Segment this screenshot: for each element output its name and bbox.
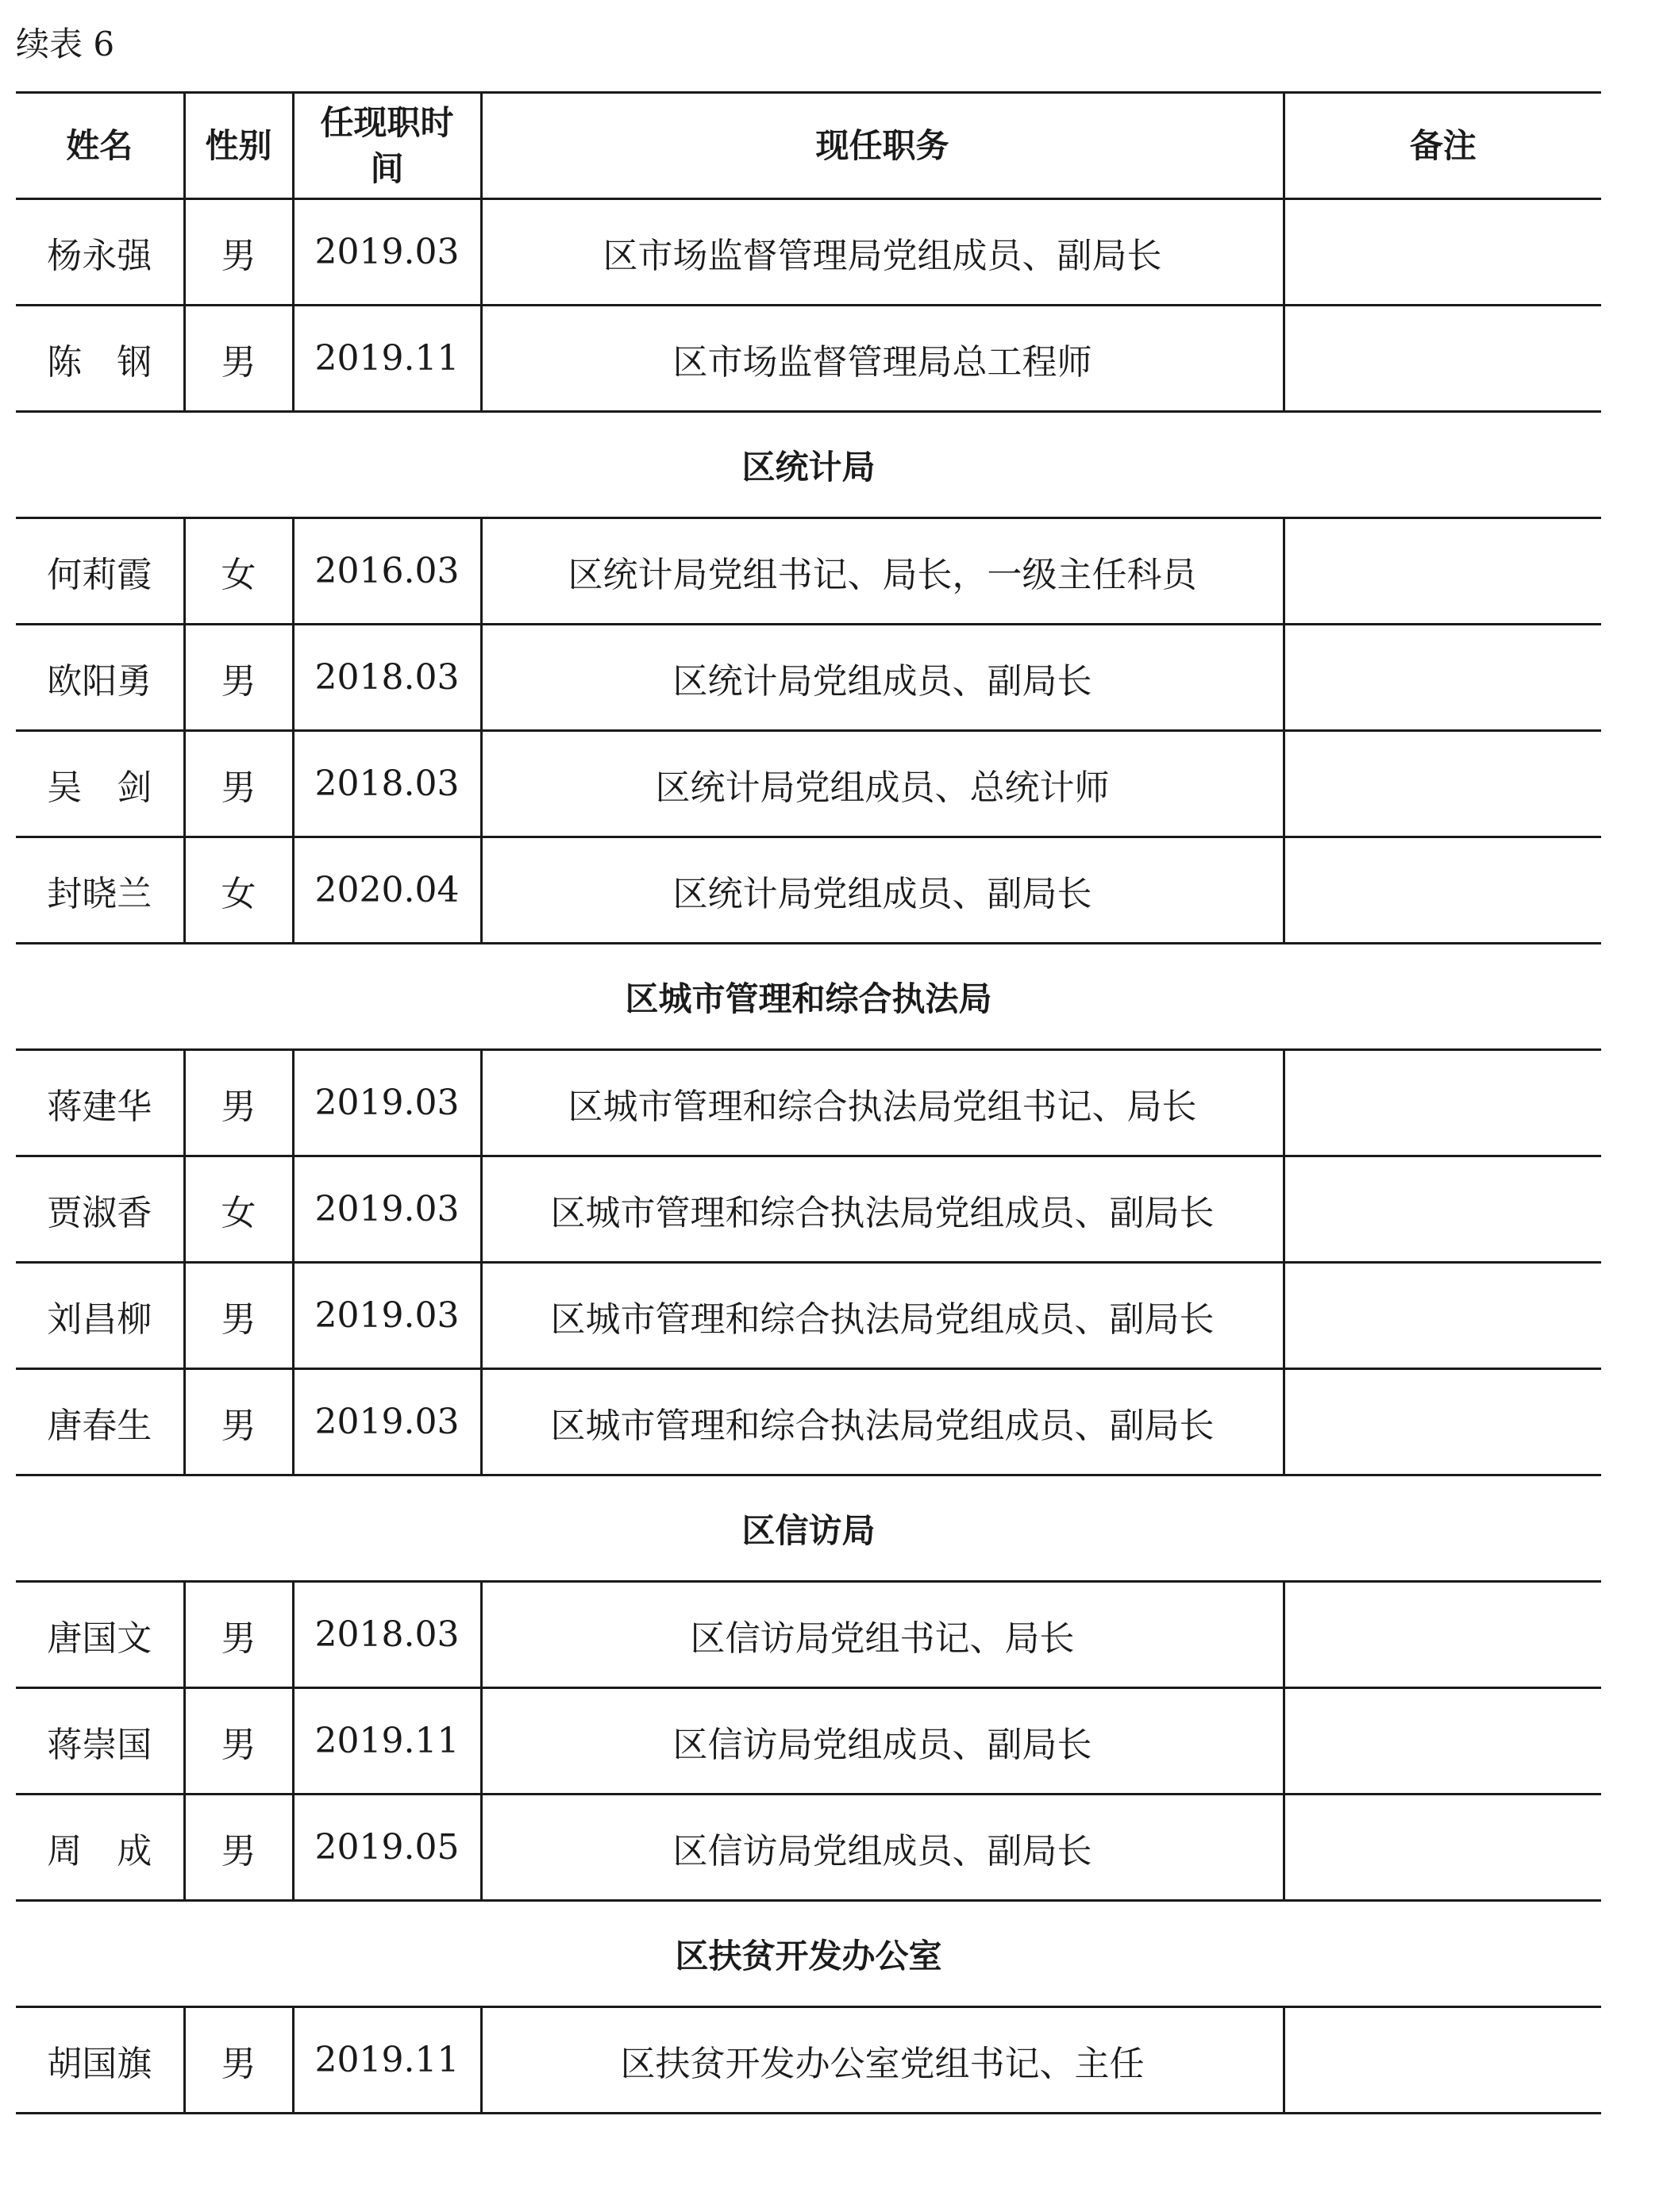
- time-cell: 2018.03: [293, 1582, 481, 1688]
- time-cell: 2018.03: [293, 731, 481, 837]
- name-cell: 周 成: [16, 1795, 184, 1901]
- duty-cell: 区信访局党组书记、局长: [481, 1582, 1284, 1688]
- header-time-label: 任现职时间: [320, 102, 454, 188]
- name-cell: 吴 剑: [16, 731, 184, 837]
- note-cell: [1284, 625, 1601, 731]
- time-cell: 2019.03: [293, 199, 481, 306]
- name-cell: 封晓兰: [16, 837, 184, 944]
- note-cell: [1284, 1795, 1601, 1901]
- name-cell: 贾淑香: [16, 1156, 184, 1263]
- gender-cell: 男: [184, 306, 293, 412]
- gender-cell: 男: [184, 625, 293, 731]
- header-duty: 现任职务: [481, 93, 1284, 199]
- table-row: [16, 1156, 1601, 1263]
- gender-cell: 男: [184, 1688, 293, 1795]
- header-time: [293, 93, 481, 199]
- gender-cell: 女: [184, 837, 293, 944]
- note-cell: [1284, 2007, 1601, 2114]
- time-cell: 2018.03: [293, 625, 481, 731]
- table-row: [16, 731, 1601, 837]
- duty-cell: 区信访局党组成员、副局长: [481, 1688, 1284, 1795]
- duty-cell: 区市场监督管理局党组成员、副局长: [481, 199, 1284, 306]
- table-row: [16, 1688, 1601, 1795]
- name-cell: 蒋建华: [16, 1050, 184, 1156]
- time-cell: 2019.03: [293, 1369, 481, 1475]
- name-cell: 胡国旗: [16, 2007, 184, 2114]
- name-cell: 唐春生: [16, 1369, 184, 1475]
- time-cell: 2016.03: [293, 518, 481, 625]
- time-cell: 2019.03: [293, 1050, 481, 1156]
- time-cell: 2019.05: [293, 1795, 481, 1901]
- section-title: 区信访局: [16, 1475, 1601, 1582]
- table-row: [16, 1050, 1601, 1156]
- personnel-table: [16, 91, 1601, 2114]
- note-cell: [1284, 1582, 1601, 1688]
- table-row: [16, 625, 1601, 731]
- gender-cell: 男: [184, 1582, 293, 1688]
- note-cell: [1284, 306, 1601, 412]
- name-cell: 欧阳勇: [16, 625, 184, 731]
- table-row: [16, 199, 1601, 306]
- gender-cell: 女: [184, 518, 293, 625]
- gender-cell: 男: [184, 731, 293, 837]
- time-cell: 2019.11: [293, 1688, 481, 1795]
- name-cell: 杨永强: [16, 199, 184, 306]
- time-cell: 2019.11: [293, 306, 481, 412]
- duty-cell: 区市场监督管理局总工程师: [481, 306, 1284, 412]
- note-cell: [1284, 1263, 1601, 1369]
- note-cell: [1284, 199, 1601, 306]
- time-cell: 2019.03: [293, 1263, 481, 1369]
- header-row: [16, 93, 1601, 199]
- section-row: [16, 944, 1601, 1050]
- table-row: [16, 306, 1601, 412]
- time-cell: 2020.04: [293, 837, 481, 944]
- duty-cell: 区统计局党组成员、副局长: [481, 837, 1284, 944]
- section-title: 区扶贫开发办公室: [16, 1901, 1601, 2007]
- name-cell: 蒋崇国: [16, 1688, 184, 1795]
- table-row: [16, 2007, 1601, 2114]
- table-row: [16, 837, 1601, 944]
- time-cell: 2019.11: [293, 2007, 481, 2114]
- gender-cell: 男: [184, 1263, 293, 1369]
- duty-cell: 区扶贫开发办公室党组书记、主任: [481, 2007, 1284, 2114]
- table-row: [16, 1795, 1601, 1901]
- header-gender: 性别: [184, 93, 293, 199]
- note-cell: [1284, 731, 1601, 837]
- note-cell: [1284, 1156, 1601, 1263]
- duty-cell: 区城市管理和综合执法局党组成员、副局长: [481, 1369, 1284, 1475]
- note-cell: [1284, 1369, 1601, 1475]
- gender-cell: 男: [184, 2007, 293, 2114]
- duty-cell: 区城市管理和综合执法局党组书记、局长: [481, 1050, 1284, 1156]
- table-row: [16, 1582, 1601, 1688]
- duty-cell: 区城市管理和综合执法局党组成员、副局长: [481, 1156, 1284, 1263]
- duty-cell: 区统计局党组成员、副局长: [481, 625, 1284, 731]
- duty-cell: 区统计局党组书记、局长，一级主任科员: [481, 518, 1284, 625]
- name-cell: 刘昌柳: [16, 1263, 184, 1369]
- name-cell: 何莉霞: [16, 518, 184, 625]
- section-row: [16, 412, 1601, 518]
- note-cell: [1284, 518, 1601, 625]
- section-row: [16, 1475, 1601, 1582]
- header-note: 备注: [1284, 93, 1601, 199]
- gender-cell: 女: [184, 1156, 293, 1263]
- table-row: [16, 1369, 1601, 1475]
- table-caption: 续表 6: [16, 25, 115, 63]
- name-cell: 陈 钢: [16, 306, 184, 412]
- note-cell: [1284, 837, 1601, 944]
- time-cell: 2019.03: [293, 1156, 481, 1263]
- table-row: [16, 518, 1601, 625]
- gender-cell: 男: [184, 1050, 293, 1156]
- table-row: [16, 1263, 1601, 1369]
- duty-cell: 区信访局党组成员、副局长: [481, 1795, 1284, 1901]
- note-cell: [1284, 1050, 1601, 1156]
- gender-cell: 男: [184, 199, 293, 306]
- name-cell: 唐国文: [16, 1582, 184, 1688]
- header-name: 姓名: [16, 93, 184, 199]
- gender-cell: 男: [184, 1795, 293, 1901]
- note-cell: [1284, 1688, 1601, 1795]
- section-row: [16, 1901, 1601, 2007]
- table-body: [16, 199, 1601, 2114]
- duty-cell: 区城市管理和综合执法局党组成员、副局长: [481, 1263, 1284, 1369]
- gender-cell: 男: [184, 1369, 293, 1475]
- section-title: 区统计局: [16, 412, 1601, 518]
- duty-cell: 区统计局党组成员、总统计师: [481, 731, 1284, 837]
- section-title: 区城市管理和综合执法局: [16, 944, 1601, 1050]
